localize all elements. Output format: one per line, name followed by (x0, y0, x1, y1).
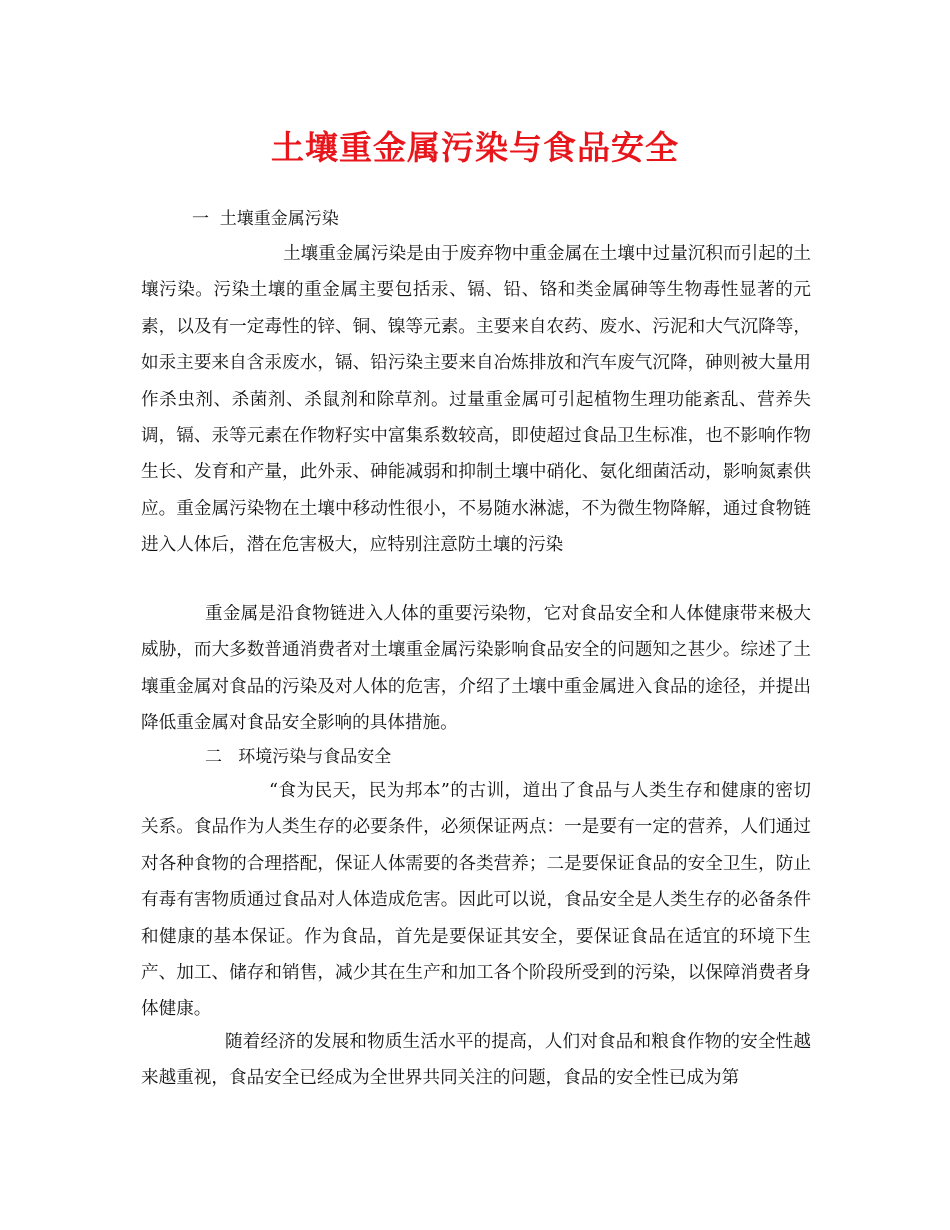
section-heading-soil-pollution: 一 土壤重金属污染 (192, 209, 339, 229)
paragraph-soil-pollution-definition: 土壤重金属污染是由于废弃物中重金属在土壤中过量沉积而引起的土壤污染。污染土壤的重金属主要包括汞、镉、铅、铬和类金属砷等生物毒性显著的元素，以及有一定毒性的锌、铜、镍等元素。主要来自农药、废水、污泥和大气沉降等，如汞主要来自含汞废水，镉、铅污染主要来自冶炼排放和汽车废气沉降，砷则被大量用作杀虫剂、杀菌剂、杀鼠剂和除草剂。过量重金属可引起植物生理功能紊乱、营养失调，镉、汞等元素在作物籽实中富集系数较高，即使超过食品卫生标准，也不影响作物生长、发育和产量，此外汞、砷能减弱和抑制土壤中硝化、氨化细菌活动，影响氮素供应。重金属污染物在土壤中移动性很小，不易随水淋滤，不为微生物降解，通过食物链进入人体后，潜在危害极大，应特别注意防土壤的污染 (141, 244, 811, 556)
paragraph-economic-development: 随着经济的发展和物质生活水平的提高，人们对食品和粮食作物的安全性越来越重视，食品安全已经成为全世界共同关注的问题，食品的安全性已成为第 (141, 1032, 811, 1089)
section-heading-environment-food-safety: 二 环境污染与食品安全 (205, 747, 392, 767)
paragraph-heavy-metal-food-chain: 重金属是沿食物链进入人体的重要污染物，它对食品安全和人体健康带来极大威胁，而大多数普通消费者对土壤重金属污染影响食品安全的问题知之甚少。综述了土壤重金属对食品的污染及对人体的危害，介绍了土壤中重金属进入食品的途径，并提出降低重金属对食品安全影响的具体措施。 (141, 604, 811, 734)
document-title: 土壤重金属污染与食品安全 (271, 128, 679, 167)
paragraph-food-and-survival: “食为民天，民为邦本”的古训，道出了食品与人类生存和健康的密切关系。食品作为人类生存的必要条件，必须保证两点：一是要有一定的营养，人们通过对各种食物的合理搭配，保证人体需要的各类营养；二是要保证食品的安全卫生，防止有毒有害物质通过食品对人体造成危害。因此可以说，食品安全是人类生存的必备条件和健康的基本保证。作为食品，首先是要保证其安全，要保证食品在适宜的环境下生产、加工、储存和销售，减少其在生产和加工各个阶段所受到的污染，以保障消费者身体健康。 (141, 781, 811, 1020)
